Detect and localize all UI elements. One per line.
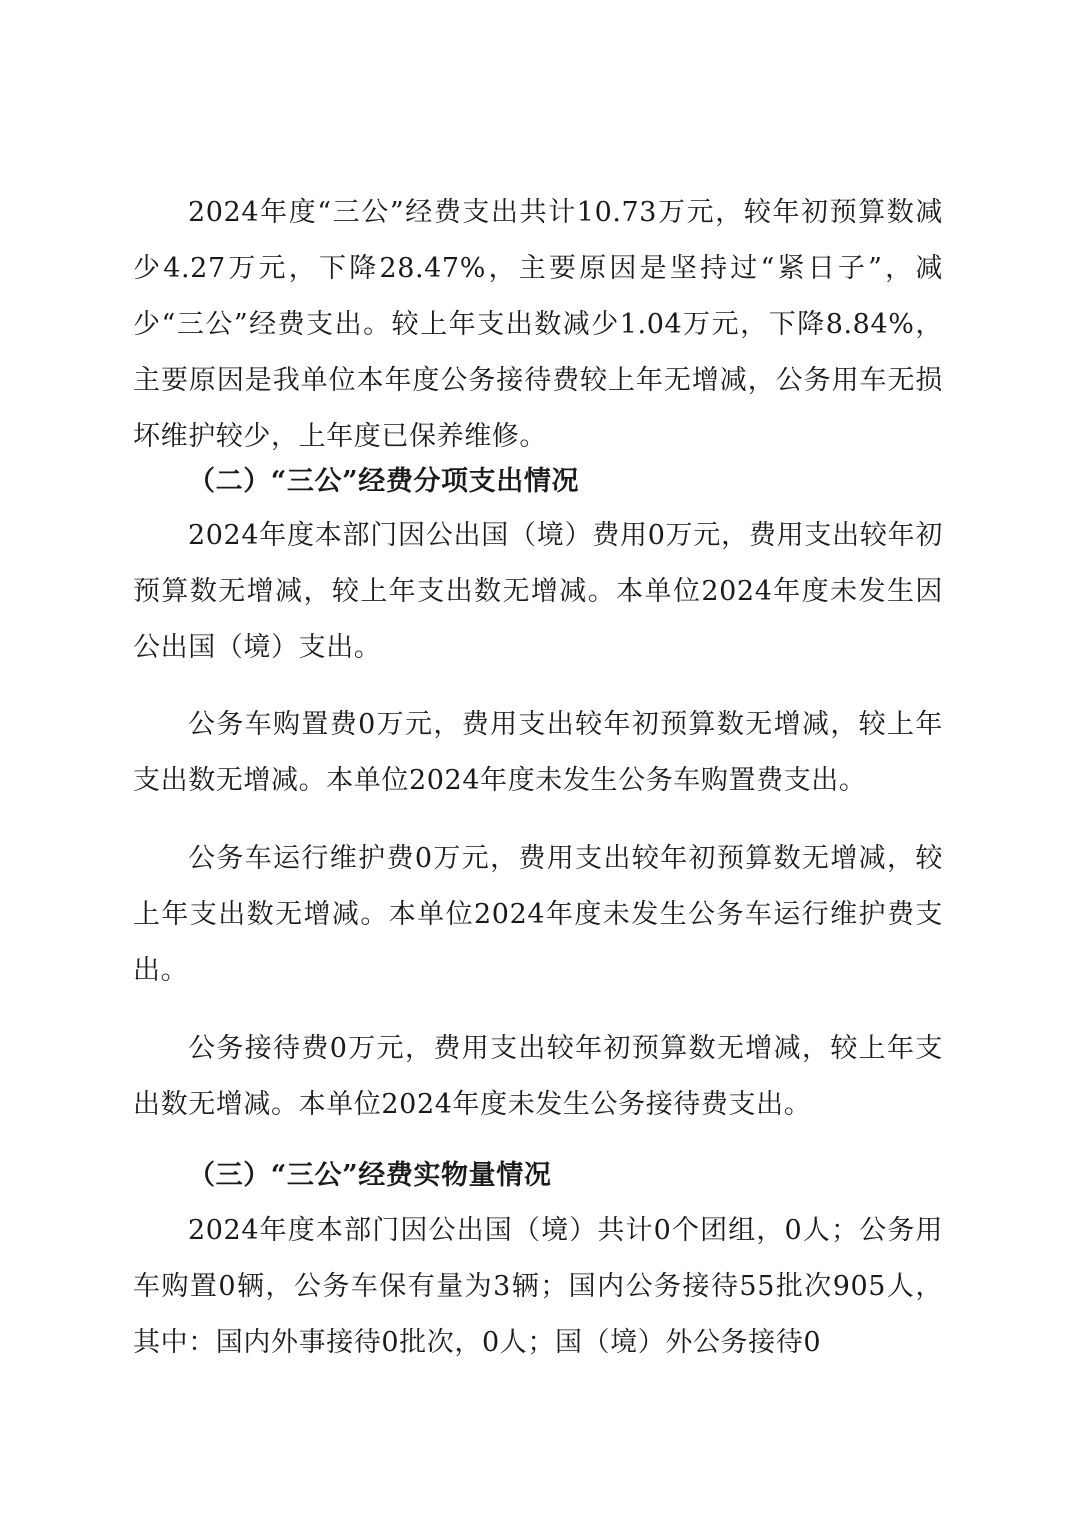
paragraph-overseas-travel: 2024年度本部门因公出国（境）费用0万元，费用支出较年初预算数无增减，较上年支出数无增减。本单位2024年度未发生因公出国（境）支出。 (133, 520, 943, 663)
paragraph-total-expenditure: 2024年度“三公”经费支出共计10.73万元，较年初预算数减少4.27万元，下降28.47%，主要原因是坚持过“紧日子”，减少“三公”经费支出。较上年支出数减少1.04万元，下降8.84%，主要原因是我单位本年度公务接待费较上年无增减，公务用车无损坏维护较少，上年度已保养维修。 (133, 197, 943, 452)
paragraph-vehicle-maintenance: 公务车运行维护费0万元，费用支出较年初预算数无增减，较上年支出数无增减。本单位2024年度未发生公务车运行维护费支出。 (133, 843, 943, 986)
paragraph-reception-expense: 公务接待费0万元，费用支出较年初预算数无增减，较上年支出数无增减。本单位2024年度未发生公务接待费支出。 (133, 1033, 943, 1120)
section-heading-physical-quantity: （三）“三公”经费实物量情况 (188, 1160, 552, 1191)
section-heading-itemized-expenditure: （二）“三公”经费分项支出情况 (188, 466, 580, 497)
paragraph-physical-quantity: 2024年度本部门因公出国（境）共计0个团组，0人；公务用车购置0辆，公务车保有量为3辆；国内公务接待55批次905人，其中：国内外事接待0批次，0人；国（境）外公务接待0 (133, 1215, 943, 1358)
paragraph-vehicle-purchase: 公务车购置费0万元，费用支出较年初预算数无增减，较上年支出数无增减。本单位2024年度未发生公务车购置费支出。 (133, 709, 943, 796)
